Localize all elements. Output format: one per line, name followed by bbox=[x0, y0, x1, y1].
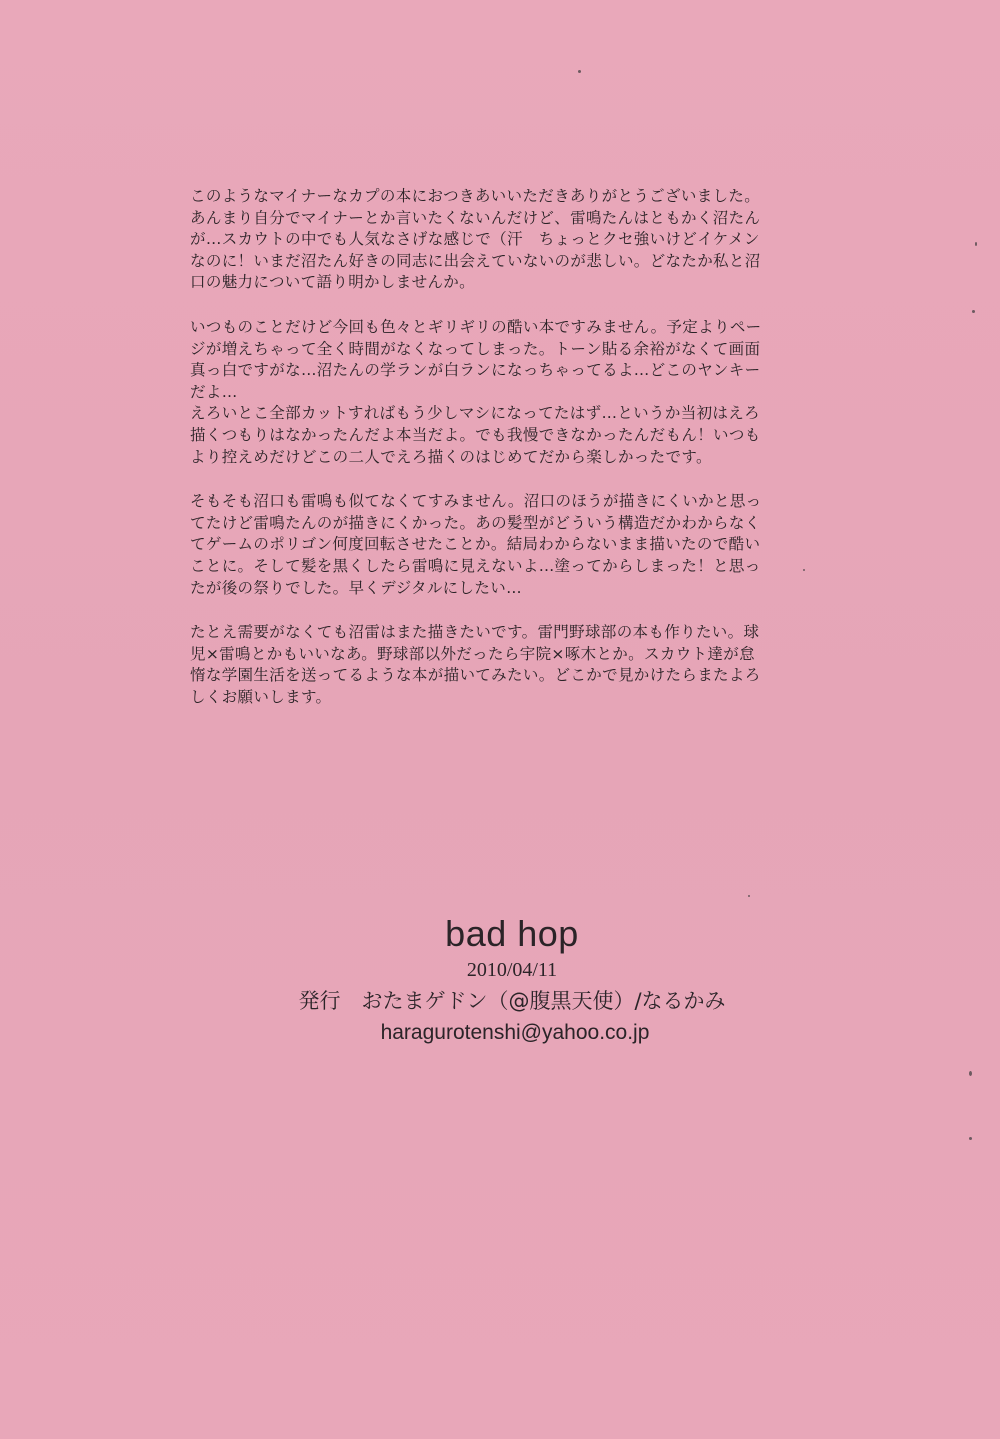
paper-speck bbox=[803, 569, 805, 571]
text-line: なのに！いまだ沼たん好きの同志に出会えていないのが悲しい。どなたか私と沼 bbox=[190, 251, 761, 270]
book-title: bad hop bbox=[445, 913, 579, 954]
text-line: たとえ需要がなくても沼雷はまた描きたいです。雷門野球部の本も作りたい。球 bbox=[190, 623, 760, 642]
afterword-paragraph-2 bbox=[190, 317, 810, 468]
text-line: ジが増えちゃって全く時間がなくなってしまった。トーン貼る余裕がなくて画面 bbox=[190, 339, 761, 358]
paper-speck bbox=[748, 895, 750, 897]
paper-speck bbox=[972, 310, 975, 313]
text-line: 児×雷鳴とかもいいなあ。野球部以外だったら宇院×啄木とか。スカウト達が怠 bbox=[190, 644, 755, 663]
text-line: いつものことだけど今回も色々とギリギリの酷い本ですみません。予定よりペー bbox=[190, 317, 762, 336]
publication-date: 2010/04/11 bbox=[466, 959, 558, 981]
text-line: てゲームのポリゴン何度回転させたことか。結局わからないまま描いたので酷い bbox=[190, 535, 761, 554]
text-line: そもそも沼口も雷鳴も似てなくてすみません。沼口のほうが描きにくいかと思っ bbox=[190, 492, 762, 511]
afterword-paragraph-3 bbox=[190, 491, 810, 599]
text-line: より控えめだけどこの二人でえろ描くのはじめてだから楽しかったです。 bbox=[190, 447, 712, 466]
paper-speck bbox=[969, 1071, 972, 1076]
text-line: たが後の祭りでした。早くデジタルにしたい… bbox=[190, 578, 522, 597]
text-line: しくお願いします。 bbox=[190, 687, 332, 706]
text-line: だよ… bbox=[190, 382, 238, 401]
afterword-text bbox=[190, 186, 810, 731]
afterword-paragraph-1 bbox=[190, 186, 810, 294]
paper-speck bbox=[578, 70, 581, 73]
paper-speck bbox=[969, 1137, 972, 1140]
publisher-line: 発行 おたまゲドン（@腹黒天使）/なるかみ bbox=[298, 989, 726, 1013]
paper-speck bbox=[975, 242, 977, 246]
text-line: このようなマイナーなカプの本におつきあいいただきありがとうございました。 bbox=[190, 187, 761, 205]
text-line: 描くつもりはなかったんだよ本当だよ。でも我慢できなかったんだもん！いつも bbox=[190, 425, 761, 444]
text-line: ことに。そして髪を黒くしたら雷鳴に見えないよ…塗ってからしまった！と思っ bbox=[190, 556, 761, 575]
text-line: が…スカウトの中でも人気なさげな感じで（汗 ちょっとクセ強いけどイケメン bbox=[190, 230, 760, 249]
afterword-paragraph-4 bbox=[190, 622, 810, 708]
text-line: てたけど雷鳴たんのが描きにくかった。あの髪型がどういう構造だかわからなく bbox=[190, 513, 761, 532]
text-line: えろいとこ全部カットすればもう少しマシになってたはず…というか当初はえろ bbox=[190, 404, 760, 423]
contact-email: haragurotenshi@yahoo.co.jp bbox=[380, 1021, 650, 1044]
colophon bbox=[0, 912, 1000, 1048]
text-line: 口の魅力について語り明かしませんか。 bbox=[190, 273, 475, 292]
text-line: あんまり自分でマイナーとか言いたくないんだけど、雷鳴たんはともかく沼たん bbox=[190, 208, 761, 227]
text-line: 惰な学園生活を送ってるような本が描いてみたい。どこかで見かけたらまたよろ bbox=[190, 666, 761, 685]
text-line: 真っ白ですがな…沼たんの学ランが白ランになっちゃってるよ…どこのヤンキー bbox=[190, 361, 761, 380]
